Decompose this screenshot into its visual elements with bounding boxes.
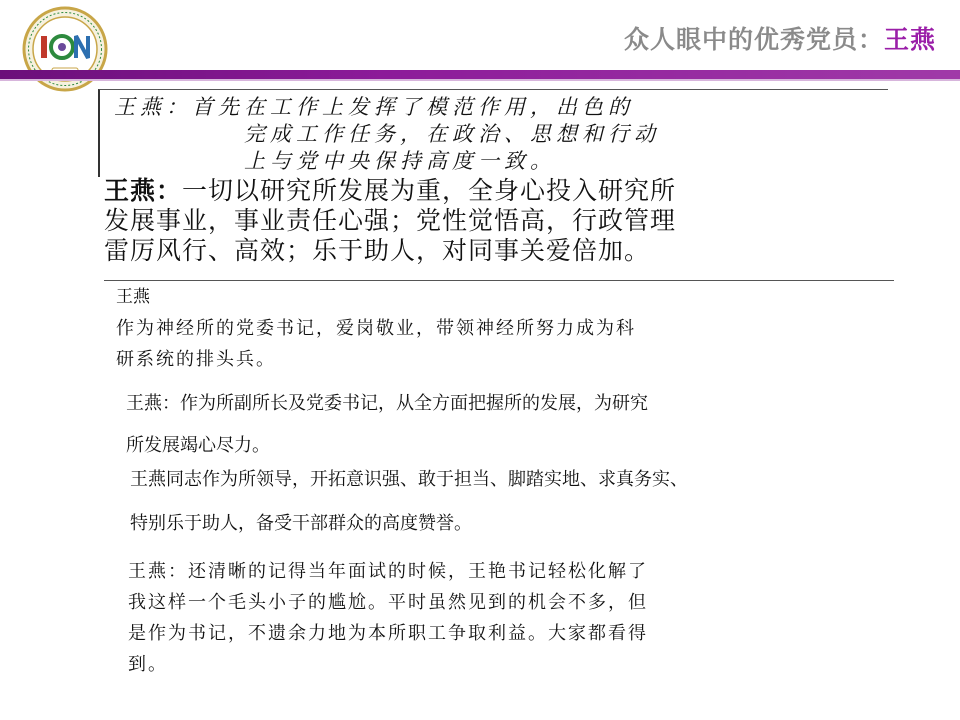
quote-print-large [104, 176, 894, 281]
quote-handwritten [98, 89, 888, 177]
quote-line: 王燕：还清晰的记得当年面试的时候，王艳书记轻松化解了 [128, 561, 648, 582]
quote-line: 一切以研究所发展为重，全身心投入研究所 [182, 176, 677, 205]
quote-label: 王燕： [114, 95, 192, 119]
quote-print-serif [116, 313, 856, 375]
quote-line: 所发展竭心尽力。 [126, 435, 270, 456]
quote-print-sans [130, 458, 850, 546]
quote-line: 研系统的排头兵。 [116, 349, 276, 370]
quote-line: 上与党中央保持高度一致。 [244, 149, 556, 173]
quote-line: 王燕：作为所副所长及党委书记，从全方面把握所的发展，为研究 [126, 393, 648, 414]
page-title [624, 20, 936, 56]
quote-line: 作为神经所的党委书记，爱岗敬业，带领神经所努力成为科 [116, 318, 636, 339]
header-divider-bar [0, 70, 960, 79]
quote-print-serif [128, 556, 858, 680]
quote-line: 我这样一个毛头小子的尴尬。平时虽然见到的机会不多，但 [128, 592, 648, 613]
quote-line: 特别乐于助人，备受干部群众的高度赞誉。 [130, 513, 472, 534]
header-divider-line [0, 79, 960, 81]
quote-line: 完成工作任务，在政治、思想和行动 [244, 122, 660, 146]
page-title-main: 众人眼中的优秀党员： [623, 25, 884, 54]
quote-label: 王燕 [116, 287, 150, 307]
quote-print-sans [126, 383, 846, 467]
quote-line: 首先在工作上发挥了模范作用，出色的 [192, 95, 634, 119]
quote-line: 发展事业，事业责任心强；党性觉悟高，行政管理 [104, 206, 677, 235]
page-title-name: 王燕 [883, 25, 936, 54]
quote-line: 雷厉风行、高效；乐于助人，对同事关爱倍加。 [104, 236, 651, 265]
quote-label: 王燕： [104, 176, 183, 205]
quote-line: 是作为书记，不遗余力地为本所职工争取利益。大家都看得 [128, 623, 648, 644]
quote-line: 王燕同志作为所领导，开拓意识强、敢于担当、脚踏实地、求真务实、 [130, 469, 688, 490]
quote-line: 到。 [128, 654, 168, 675]
